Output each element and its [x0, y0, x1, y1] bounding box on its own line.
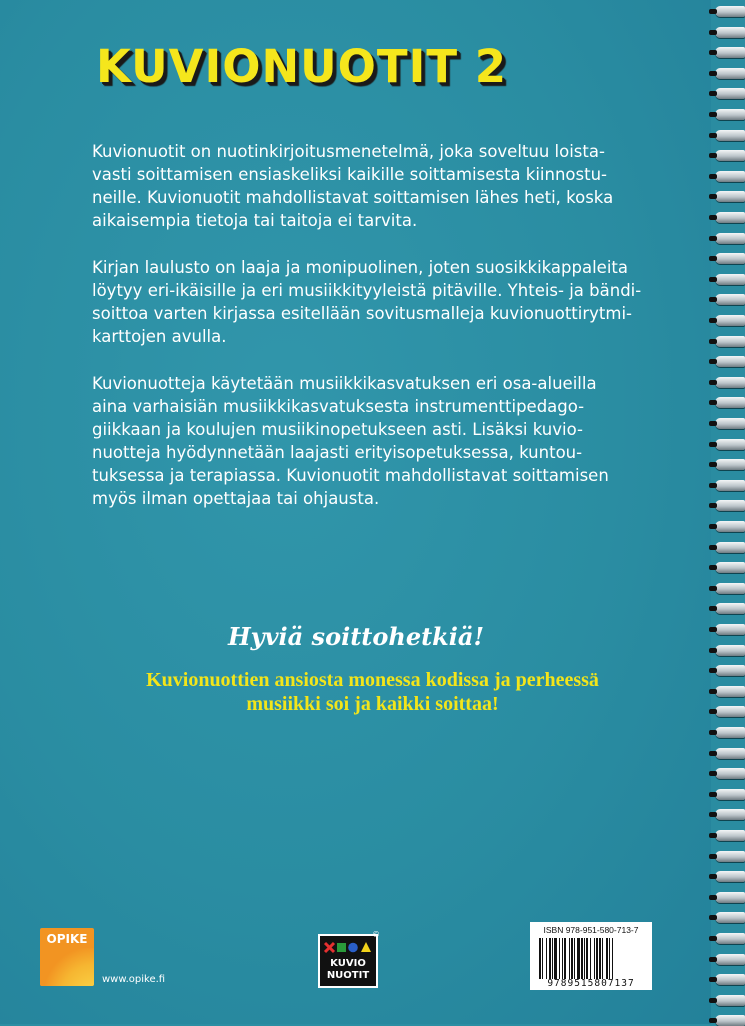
barcode-bar [564, 938, 566, 982]
spiral-coil [715, 294, 745, 305]
paragraph-line: nuotteja hyödynnetään laajasti erityisopetuksessa, kuntou- [92, 443, 583, 462]
spiral-coil [715, 480, 745, 491]
description-paragraph-2 [92, 256, 652, 348]
spiral-coil [715, 356, 745, 367]
spiral-coil [715, 974, 745, 985]
spiral-coil [715, 1015, 745, 1026]
spiral-coil [715, 542, 745, 553]
paragraph-line: vasti soittamisen ensiaskeliksi kaikille soittamisesta kiinnostu- [92, 165, 607, 184]
publisher-url: www.opike.fi [102, 974, 166, 985]
spiral-coil [715, 645, 745, 656]
barcode-bar [559, 938, 560, 982]
spiral-coil [715, 954, 745, 965]
spiral-coil [715, 933, 745, 944]
barcode-bar [569, 938, 570, 982]
spiral-coil [715, 47, 745, 58]
spiral-coil [715, 68, 745, 79]
spiral-coil [715, 851, 745, 862]
isbn-label: ISBN 978-951-580-713-7 [543, 925, 639, 935]
barcode-bar [549, 938, 551, 982]
spiral-coil [715, 336, 745, 347]
kuvio-shapes-icon [323, 940, 373, 956]
barcode-bar [599, 938, 601, 982]
barcode-bar [552, 938, 553, 982]
spiral-coil [715, 603, 745, 614]
spiral-coil [715, 27, 745, 38]
paragraph-line: myös ilman opettajaa tai ohjausta. [92, 489, 380, 508]
spiral-coil [715, 191, 745, 202]
barcode-bar [594, 938, 595, 982]
barcode-icon [538, 938, 644, 982]
barcode-bar [590, 938, 591, 982]
spiral-coil [715, 88, 745, 99]
slogan-line-1: Kuvionuottien ansiosta monessa kodissa ja perheessä [146, 669, 599, 691]
spiral-coil [715, 397, 745, 408]
spiral-coil [715, 150, 745, 161]
spiral-coil [715, 789, 745, 800]
barcode-number: 9789515807137 [530, 979, 652, 989]
barcode-bar [539, 938, 541, 982]
spiral-coil [715, 871, 745, 882]
spiral-coil [715, 315, 745, 326]
spiral-coil [715, 439, 745, 450]
barcode-bar [577, 938, 580, 982]
spiral-coil [715, 418, 745, 429]
barcode-bar [574, 938, 575, 982]
spiral-coil [715, 809, 745, 820]
barcode-area [530, 922, 652, 990]
spiral-coil [715, 583, 745, 594]
paragraph-line: Kuvionuotteja käytetään musiikkikasvatuksen eri osa-alueilla [92, 374, 597, 393]
spiral-coil [715, 624, 745, 635]
spiral-coil [715, 521, 745, 532]
greeting-heading: Hyviä soittohetkiä! [227, 622, 485, 651]
kuvionuotit-logo [318, 934, 378, 988]
barcode-bar [606, 938, 608, 982]
barcode-bar [586, 938, 588, 982]
kuvio-logo-line-1: KUVIO [330, 958, 366, 969]
paragraph-line: Kirjan laulusto on laaja ja monipuolinen, joten suosikkikappaleita [92, 258, 628, 277]
registered-mark: © [372, 930, 380, 939]
barcode-bar [546, 938, 547, 982]
spiral-coil [715, 892, 745, 903]
barcode-bar [602, 938, 603, 982]
paragraph-line: soittoa varten kirjassa esitellään sovitusmalleja kuvionuottirytmi- [92, 304, 632, 323]
opike-logo-text: OPIKE [46, 932, 88, 946]
barcode-bar [571, 938, 573, 982]
barcode-bar [581, 938, 583, 982]
paragraph-line: löytyy eri-ikäisille ja eri musiikkityyleistä pitäville. Yhteis- ja bändi- [92, 281, 642, 300]
spiral-coil [715, 171, 745, 182]
opike-logo [40, 928, 94, 986]
description-paragraph-3 [92, 372, 652, 510]
spiral-coil [715, 233, 745, 244]
spiral-coil [715, 274, 745, 285]
spiral-coil [715, 212, 745, 223]
barcode-bar [612, 938, 613, 982]
spiral-coil [715, 253, 745, 264]
paragraph-line: neille. Kuvionuotit mahdollistavat soittamisen lähes heti, koska [92, 188, 614, 207]
spiral-coil [715, 748, 745, 759]
paragraph-line: aina varhaisiän musiikkikasvatuksesta instrumenttipedago- [92, 397, 585, 416]
spiral-coil [715, 830, 745, 841]
description-paragraph-1 [92, 140, 652, 232]
spiral-coil [715, 377, 745, 388]
spiral-coil [715, 6, 745, 17]
paragraph-line: karttojen avulla. [92, 327, 227, 346]
spiral-coil [715, 912, 745, 923]
slogan [0, 668, 745, 716]
kuvio-logo-line-2: NUOTIT [326, 970, 370, 981]
barcode-bar [542, 938, 543, 982]
spiral-coil [715, 562, 745, 573]
slogan-line-2: musiikki soi ja kaikki soittaa! [246, 693, 499, 715]
paragraph-line: giikkaan ja koulujen musiikinopetukseen asti. Lisäksi kuvio- [92, 420, 583, 439]
barcode-bar [596, 938, 598, 982]
spiral-coil [715, 130, 745, 141]
spiral-coil [715, 459, 745, 470]
opike-swoosh-icon [40, 948, 94, 986]
spiral-coil [715, 500, 745, 511]
paragraph-line: Kuvionuotit on nuotinkirjoitusmenetelmä, joka soveltuu loista- [92, 142, 605, 161]
spiral-coil [715, 109, 745, 120]
spiral-binding [711, 0, 745, 1024]
barcode-bar [554, 938, 557, 982]
spiral-coil [715, 995, 745, 1006]
barcode-bar [562, 938, 563, 982]
book-title: KUVIONUOTIT 2 [96, 40, 508, 93]
paragraph-line: tuksessa ja terapiassa. Kuvionuotit mahdollistavat soittamisen [92, 466, 609, 485]
spiral-coil [715, 727, 745, 738]
spiral-coil [715, 768, 745, 779]
barcode-bar [584, 938, 585, 982]
paragraph-line: aikaisempia tietoja tai taitoja ei tarvita. [92, 211, 418, 230]
barcode-bar [609, 938, 610, 982]
